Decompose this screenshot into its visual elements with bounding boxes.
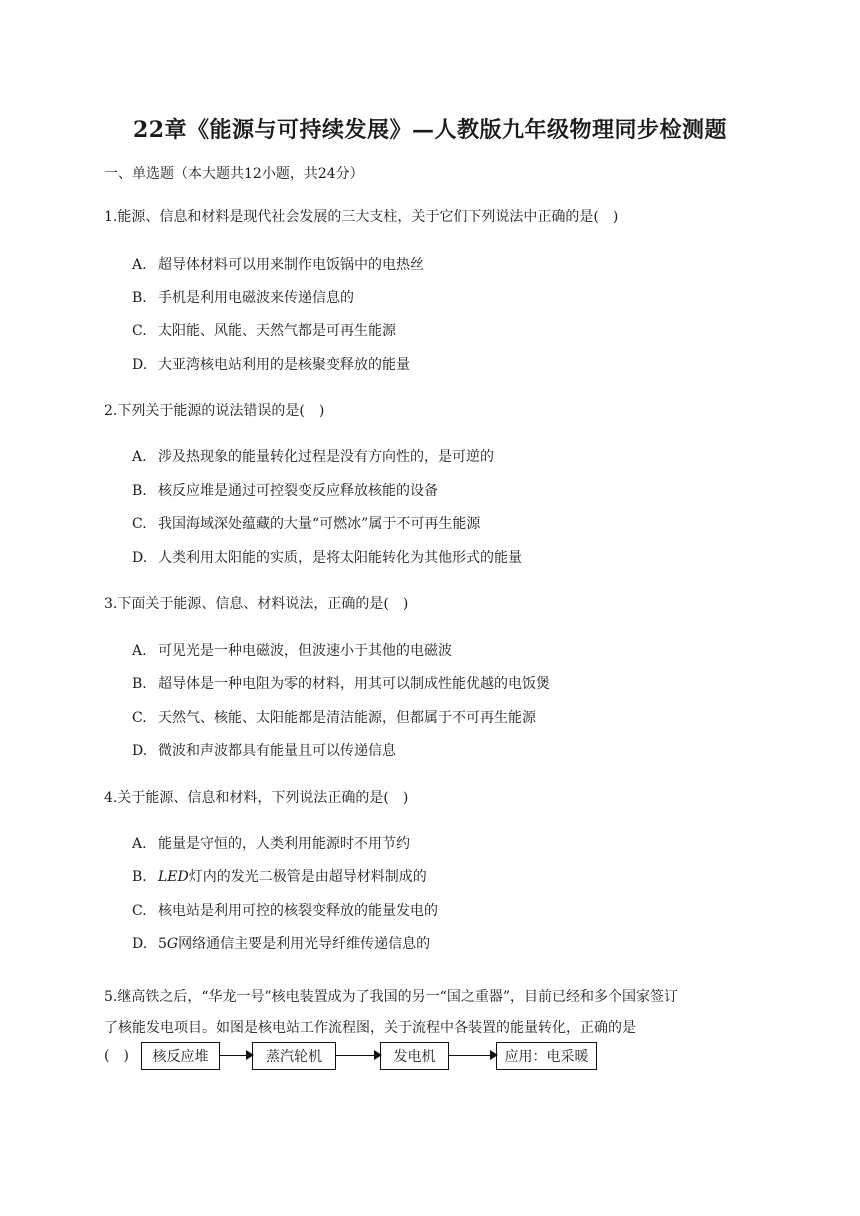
flow-box-generator: 发电机 [380, 1042, 449, 1070]
question-4-option-c [132, 900, 438, 920]
option-key: C. [132, 323, 147, 339]
flow-box-turbine: 蒸汽轮机 [252, 1042, 336, 1070]
option-key: D. [132, 357, 148, 373]
question-3-option-a [132, 640, 452, 660]
question-2-option-d [132, 547, 522, 567]
flow-arrow [336, 1055, 380, 1056]
question-4-stem: 4.关于能源、信息和材料，下列说法正确的是( ) [104, 790, 409, 806]
question-4-option-a [132, 833, 410, 853]
question-3-option-d [132, 740, 396, 760]
flow-box-application: 应用：电采暖 [496, 1042, 597, 1070]
option-key: C. [132, 516, 147, 532]
option-text: 我国海域深处蕴藏的大量“可燃冰”属于不可再生能源 [158, 516, 481, 532]
question-2-option-c [132, 513, 480, 533]
option-italic-term: G [166, 936, 179, 952]
option-key: B. [132, 869, 147, 885]
option-text: 天然气、核能、太阳能都是清洁能源，但都属于不可再生能源 [158, 710, 536, 726]
page-title: 22章《能源与可持续发展》—人教版九年级物理同步检测题 [132, 117, 728, 143]
question-2-option-a [132, 446, 494, 466]
question-2-option-b [132, 480, 438, 500]
option-text: 手机是利用电磁波来传递信息的 [158, 290, 354, 306]
option-key: C. [132, 710, 147, 726]
flow-box-reactor: 核反应堆 [141, 1042, 220, 1070]
option-text: 大亚湾核电站利用的是核聚变释放的能量 [158, 357, 410, 373]
option-text: 能量是守恒的，人类利用能源时不用节约 [158, 836, 410, 852]
option-text: 核反应堆是通过可控裂变反应释放核能的设备 [158, 483, 438, 499]
option-key: D. [132, 743, 148, 759]
option-prefix: 5 [158, 936, 167, 952]
option-key: B. [132, 676, 147, 692]
option-text: 人类利用太阳能的实质，是将太阳能转化为其他形式的能量 [158, 550, 522, 566]
option-text: 核电站是利用可控的核裂变释放的能量发电的 [158, 903, 438, 919]
question-4-option-d [132, 933, 430, 953]
option-key: B. [132, 290, 147, 306]
option-text: 可见光是一种电磁波，但波速小于其他的电磁波 [158, 643, 452, 659]
question-1-stem: 1.能源、信息和材料是现代社会发展的三大支柱，关于它们下列说法中正确的是( ) [104, 209, 619, 225]
option-text: 涉及热现象的能量转化过程是没有方向性的，是可逆的 [158, 449, 494, 465]
question-2-stem: 2.下列关于能源的说法错误的是( ) [104, 403, 325, 419]
option-key: C. [132, 903, 147, 919]
option-key: A. [132, 643, 147, 659]
question-5-line-2: 了核能发电项目。如图是核电站工作流程图，关于流程中各装置的能量转化，正确的是 [104, 1020, 636, 1036]
answer-paren: ( ) [104, 1048, 129, 1064]
question-1-option-d [132, 354, 410, 374]
question-1-option-b [132, 287, 354, 307]
option-key: A. [132, 449, 147, 465]
flow-diagram [104, 1042, 624, 1074]
option-text: 网络通信主要是利用光导纤维传递信息的 [178, 936, 431, 952]
option-text: 超导体材料可以用来制作电饭锅中的电热丝 [158, 257, 424, 273]
question-3-option-c [132, 707, 536, 727]
flow-arrow [449, 1055, 496, 1056]
question-3-stem: 3.下面关于能源、信息、材料说法，正确的是( ) [104, 596, 409, 612]
flow-arrow [220, 1055, 252, 1056]
option-key: D. [132, 550, 148, 566]
option-italic-term: LED [158, 869, 189, 885]
option-key: B. [132, 483, 147, 499]
option-key: A. [132, 836, 147, 852]
option-text: 微波和声波都具有能量且可以传递信息 [158, 743, 396, 759]
question-5-line-1: 5.继高铁之后，“华龙一号”核电装置成为了我国的另一“国之重器”，目前已经和多个国家签订 [104, 989, 678, 1005]
question-1-option-c [132, 320, 396, 340]
option-text: 超导体是一种电阻为零的材料，用其可以制成性能优越的电饭煲 [158, 676, 550, 692]
question-5-stem [104, 982, 764, 1044]
question-3-option-b [132, 673, 550, 693]
question-4-option-b [132, 866, 427, 886]
question-1-option-a [132, 254, 424, 274]
option-text: 灯内的发光二极管是由超导材料制成的 [188, 869, 427, 885]
option-text: 太阳能、风能、天然气都是可再生能源 [158, 323, 396, 339]
option-key: A. [132, 257, 147, 273]
option-key: D. [132, 936, 148, 952]
section-heading: 一、单选题（本大题共12小题，共24分） [104, 166, 364, 182]
